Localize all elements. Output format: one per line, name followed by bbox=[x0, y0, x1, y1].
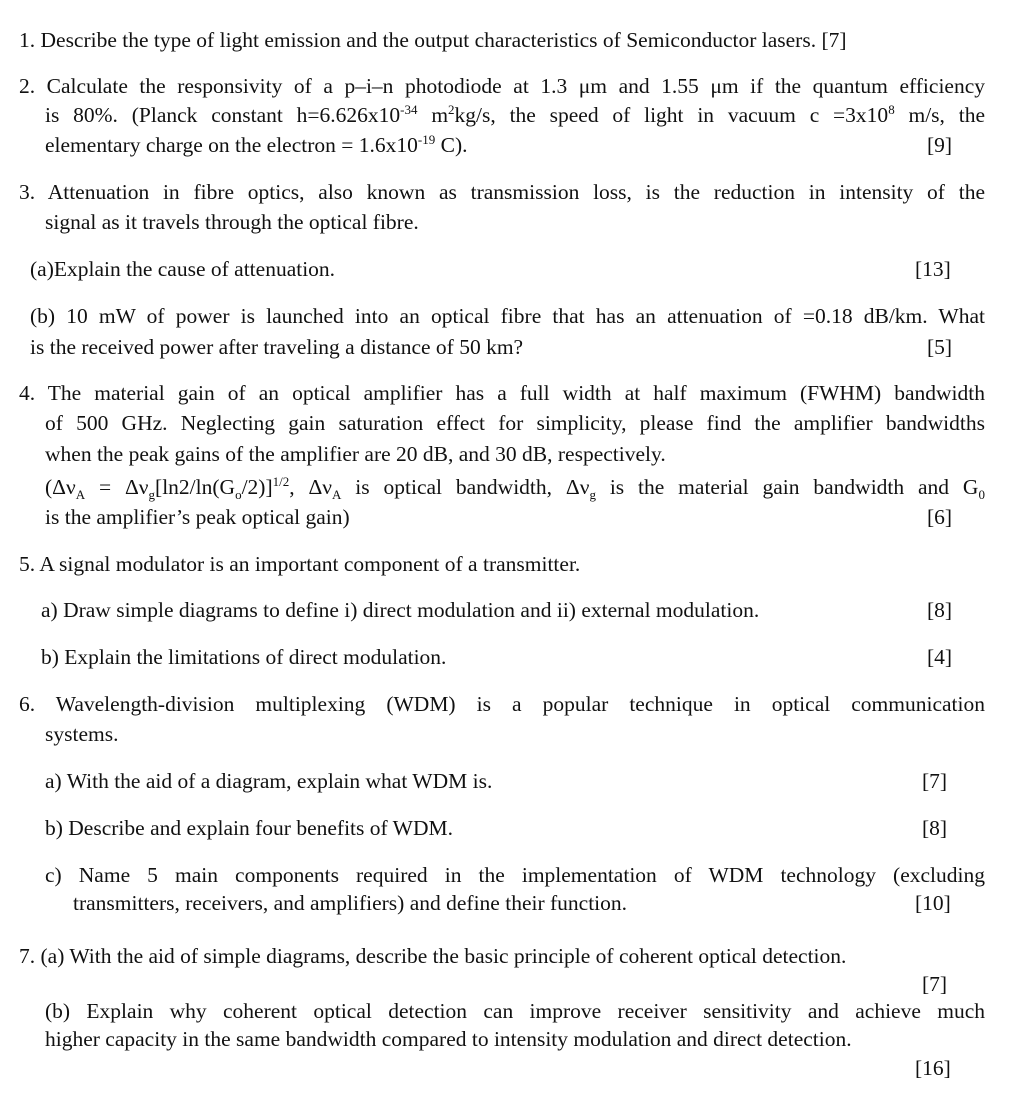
question-1 bbox=[19, 26, 847, 55]
question-6-line-1: 6. Wavelength-division multiplexing (WDM) is a popular technique in optical communication bbox=[19, 692, 985, 716]
question-2-line-3: elementary charge on the electron = $1.6x10^{-19}$ C). bbox=[45, 132, 468, 157]
question-6b-mark: [8] bbox=[922, 816, 948, 840]
question-7a-mark: [7] bbox=[922, 972, 948, 996]
question-4-formula: ($\Delta\nu_A = \Delta\nu_g[\ln 2/\ln(G_o/2)]^{1/2}$, $\Delta\nu_A$ is optical bandwidth, $\Delta\nu_g$ is the material gain bandwidth and $G_0$ bbox=[45, 474, 985, 502]
question-5b-mark: [4] bbox=[927, 645, 953, 669]
question-5-line-1: 5. A signal modulator is an important component of a transmitter. bbox=[19, 552, 581, 576]
question-6c-mark: [10] bbox=[915, 891, 951, 915]
question-3-line-2: signal as it travels through the optical fibre. bbox=[45, 210, 419, 234]
question-7b-line-1: (b) Explain why coherent optical detection can improve receiver sensitivity and achieve much bbox=[45, 999, 985, 1023]
question-3a-mark: [13] bbox=[915, 257, 951, 281]
question-4-line-5: is the amplifier’s peak optical gain) bbox=[45, 505, 350, 529]
question-2-line-1: 2. Calculate the responsivity of a p–i–n photodiode at 1.3 μm and 1.55 μm if the quantum efficiency bbox=[19, 74, 985, 98]
question-6b-text: b) Describe and explain four benefits of WDM. bbox=[45, 816, 453, 840]
question-2-line-2: is 80%. (Planck constant $h=6.626x10^{-34}$ $m^2kg/s$, the speed of light in vacuum $c =3x10^8$ m/s, the bbox=[45, 102, 985, 127]
question-3a-text: (a)Explain the cause of attenuation. bbox=[30, 257, 336, 281]
question-5b-text: b) Explain the limitations of direct modulation. bbox=[41, 645, 447, 669]
question-4-line-1: 4. The material gain of an optical amplifier has a full width at half maximum (FWHM) bandwidth bbox=[19, 381, 985, 405]
question-3b-mark: [5] bbox=[927, 335, 953, 359]
question-4-mark: [6] bbox=[927, 505, 953, 529]
question-3b-line-1: (b) 10 mW of power is launched into an optical fibre that has an attenuation of =0.18 dB/km. What bbox=[30, 304, 985, 328]
question-1-text: 1. Describe the type of light emission and the output characteristics of Semiconductor lasers. [7] bbox=[19, 28, 847, 52]
question-6a-text: a) With the aid of a diagram, explain what WDM is. bbox=[45, 769, 493, 793]
question-7a-text: 7. (a) With the aid of simple diagrams, describe the basic principle of coherent optical detection. bbox=[19, 944, 847, 968]
question-5a-text: a) Draw simple diagrams to define i) direct modulation and ii) external modulation. bbox=[41, 598, 760, 622]
question-6c-line-2: transmitters, receivers, and amplifiers) and define their function. bbox=[73, 891, 628, 915]
question-6-line-2: systems. bbox=[45, 722, 119, 746]
question-7b-line-2: higher capacity in the same bandwidth compared to intensity modulation and direct detection. bbox=[45, 1027, 852, 1051]
question-2-mark: [9] bbox=[927, 133, 953, 157]
question-5a-mark: [8] bbox=[927, 598, 953, 622]
question-6c-line-1: c) Name 5 main components required in the implementation of WDM technology (excluding bbox=[45, 863, 985, 887]
question-3-line-1: 3. Attenuation in fibre optics, also known as transmission loss, is the reduction in intensity of the bbox=[19, 180, 985, 204]
question-3b-line-2: is the received power after traveling a distance of 50 km? bbox=[30, 335, 524, 359]
question-4-line-3: when the peak gains of the amplifier are 20 dB, and 30 dB, respectively. bbox=[45, 442, 666, 466]
question-7b-mark: [16] bbox=[915, 1056, 951, 1080]
question-4-line-2: of 500 GHz. Neglecting gain saturation effect for simplicity, please find the amplifier bandwidths bbox=[45, 411, 985, 435]
question-6a-mark: [7] bbox=[922, 769, 948, 793]
